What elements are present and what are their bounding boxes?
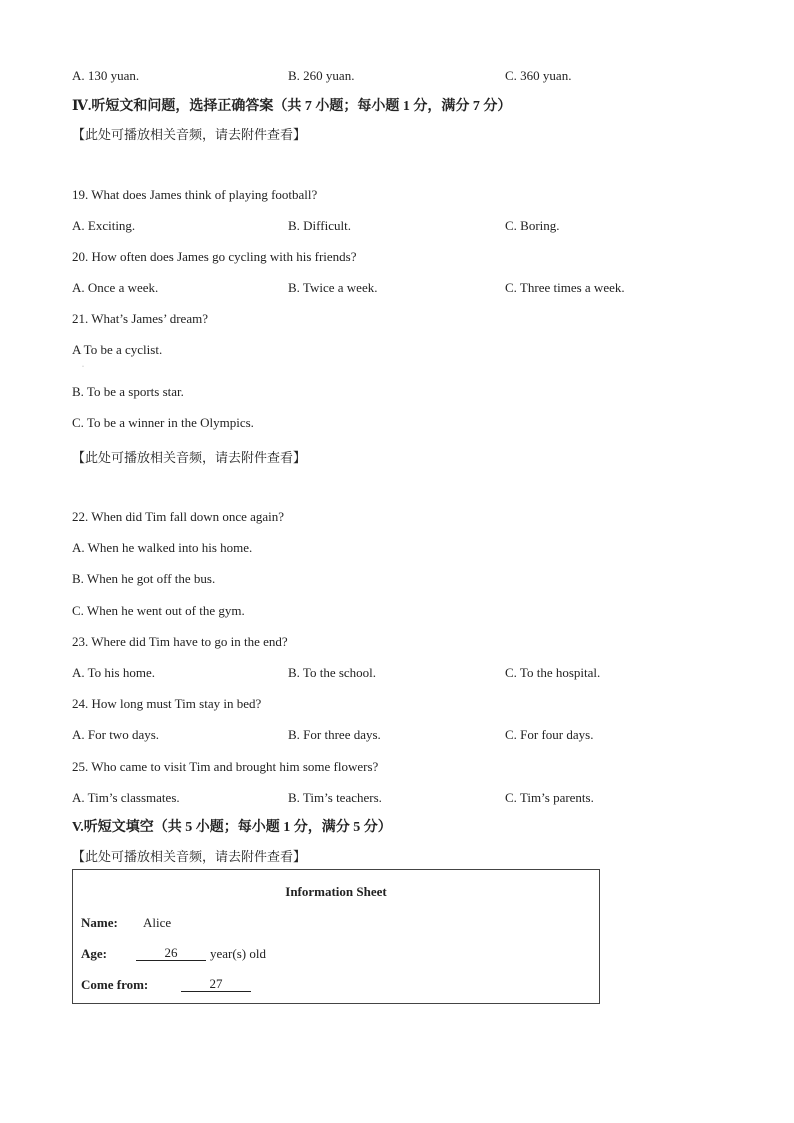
age-label: Age: [81,946,107,961]
q21-option-b: B. To be a sports star. [72,384,184,399]
q18-option-b: B. 260 yuan. [288,68,355,83]
name-value: Alice [143,915,172,930]
q20-option-c: C. Three times a week. [505,280,625,295]
q22-stem: 22. When did Tim fall down once again? [72,509,285,524]
q24-stem: 24. How long must Tim stay in bed? [72,696,262,711]
q24-option-b: B. For three days. [288,727,381,742]
q21-option-a: A To be a cyclist. [72,342,163,357]
q24-option-c: C. For four days. [505,727,594,742]
q23-stem: 23. Where did Tim have to go in the end? [72,634,288,649]
name-label: Name: [81,915,118,930]
information-sheet-title: Information Sheet [285,884,387,899]
q20-option-b: B. Twice a week. [288,280,378,295]
q21-stem: 21. What’s James’ dream? [72,311,208,326]
q18-option-c: C. 360 yuan. [505,68,572,83]
audio-note-2: 【此处可播放相关音频，请去附件查看】 [72,450,307,465]
stray-dot-mark: · [82,364,84,370]
q22-option-a: A. When he walked into his home. [72,540,253,555]
q23-option-b: B. To the school. [288,665,377,680]
audio-note-3: 【此处可播放相关音频，请去附件查看】 [72,849,307,864]
audio-note-1: 【此处可播放相关音频，请去附件查看】 [72,127,307,142]
age-blank-26[interactable]: 26 [136,946,206,961]
q21-option-c: C. To be a winner in the Olympics. [72,415,254,430]
q23-option-c: C. To the hospital. [505,665,601,680]
q20-option-a: A. Once a week. [72,280,159,295]
q20-stem: 20. How often does James go cycling with his friends? [72,249,357,264]
q25-stem: 25. Who came to visit Tim and brought him some flowers? [72,759,379,774]
come-from-blank-27[interactable]: 27 [181,977,251,992]
q25-option-b: B. Tim’s teachers. [288,790,382,805]
q18-option-a: A. 130 yuan. [72,68,140,83]
information-sheet [72,869,600,1004]
q25-option-a: A. Tim’s classmates. [72,790,180,805]
q19-option-b: B. Difficult. [288,218,351,233]
q24-option-a: A. For two days. [72,727,160,742]
q22-option-b: B. When he got off the bus. [72,571,216,586]
q19-stem: 19. What does James think of playing football? [72,187,318,202]
age-suffix: year(s) old [210,946,266,961]
q23-option-a: A. To his home. [72,665,155,680]
q22-option-c: C. When he went out of the gym. [72,603,245,618]
q19-option-a: A. Exciting. [72,218,136,233]
section-5-title: V.听短文填空（共 5 小题；每小题 1 分，满分 5 分） [72,820,392,835]
come-from-label: Come from: [81,977,149,992]
q25-option-c: C. Tim’s parents. [505,790,594,805]
q19-option-c: C. Boring. [505,218,560,233]
section-4-title: Ⅳ.听短文和问题，选择正确答案（共 7 小题；每小题 1 分，满分 7 分） [72,99,512,114]
